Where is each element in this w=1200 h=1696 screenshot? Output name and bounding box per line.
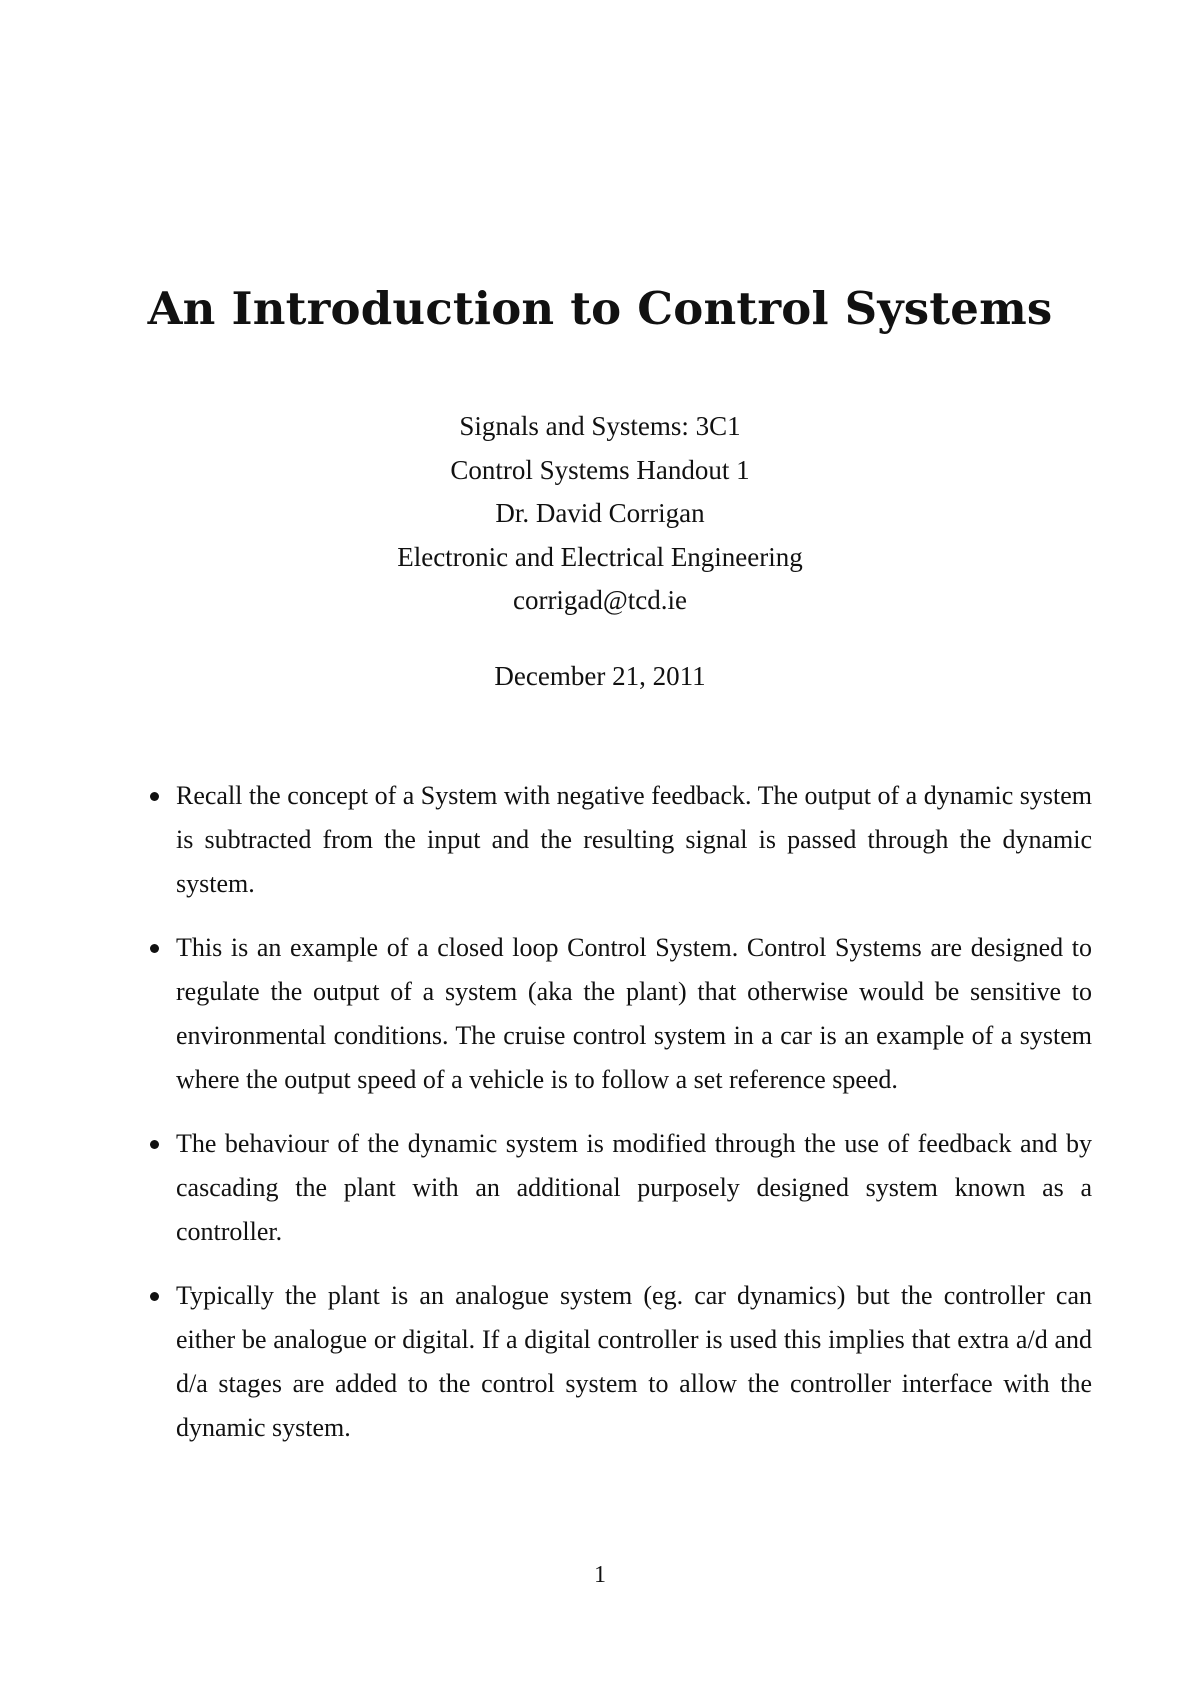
course-line: Signals and Systems: 3C1 xyxy=(459,411,741,441)
list-item-text: Typically the plant is an analogue system (eg. car dynamics) but the controller can either be analogue or digital. If a digital controller is used this implies that extra a/d and d/a stages are added to the control system to allow the controller interface with the dynamic system. xyxy=(176,1281,1092,1442)
department-line: Electronic and Electrical Engineering xyxy=(397,541,803,572)
author-email: corrigad@tcd.ie xyxy=(512,585,688,615)
bullet-icon xyxy=(150,1140,159,1149)
bullet-icon xyxy=(150,1292,159,1301)
handout-line: Control Systems Handout 1 xyxy=(450,454,750,485)
bullet-list xyxy=(148,774,1092,1470)
author-name: Dr. David Corrigan xyxy=(495,498,705,528)
list-item xyxy=(148,926,1092,1102)
bullet-icon xyxy=(150,792,159,801)
list-item-text: Recall the concept of a System with negative feedback. The output of a dynamic system is subtracted from the input and the resulting signal is passed through the dynamic system. xyxy=(176,781,1092,898)
document-date: December 21, 2011 xyxy=(494,661,706,691)
bullet-icon xyxy=(150,944,159,953)
list-item xyxy=(148,774,1092,906)
list-item xyxy=(148,1274,1092,1450)
author-block xyxy=(0,405,1200,623)
list-item-text: The behaviour of the dynamic system is modified through the use of feedback and by cascading the plant with an additional purposely designed system known as a controller. xyxy=(176,1129,1092,1246)
document-title: An Introduction to Control Systems xyxy=(147,282,1053,335)
list-item xyxy=(148,1122,1092,1254)
list-item-text: This is an example of a closed loop Control System. Control Systems are designed to regulate the output of a system (aka the plant) that otherwise would be sensitive to environmental conditions. The cruise control system in a car is an example of a system where the output speed of a vehicle is to follow a set reference speed. xyxy=(176,933,1092,1094)
page-number: 1 xyxy=(594,1562,606,1588)
